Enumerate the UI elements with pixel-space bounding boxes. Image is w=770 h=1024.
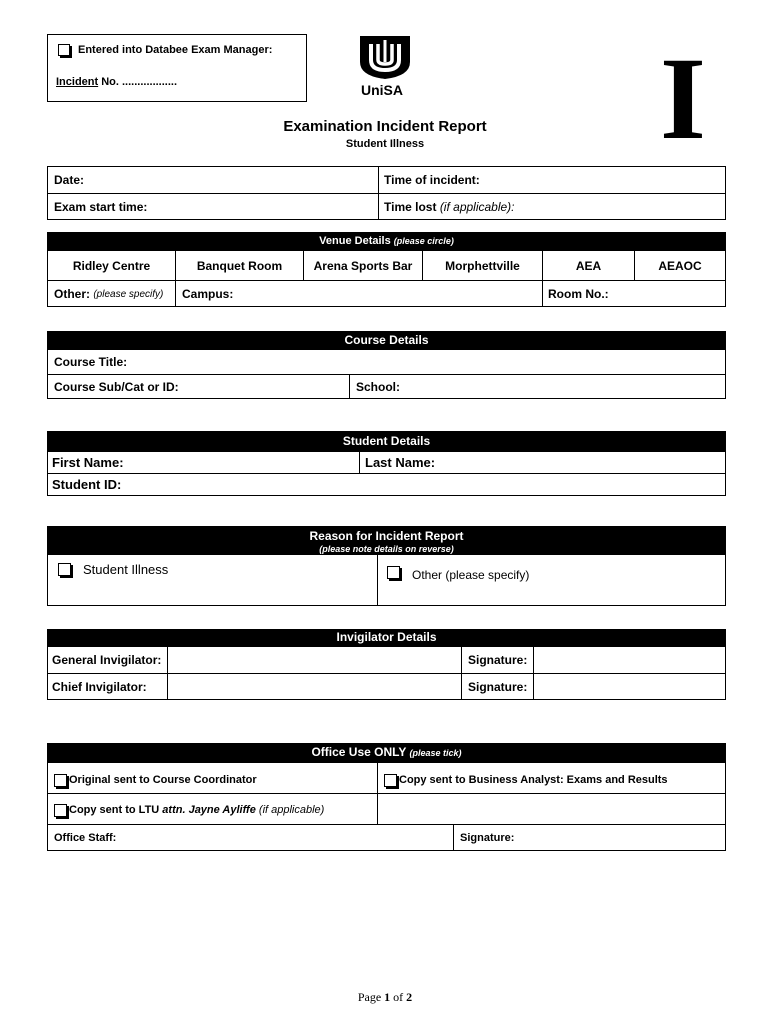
incident-number: Incident No. .................. — [56, 76, 178, 88]
copy-ltu-option[interactable]: Copy sent to LTU attn. Jayne Ayliffe (if applicable) — [54, 797, 324, 823]
entered-label: Entered into Databee Exam Manager: — [78, 44, 273, 56]
last-name-field[interactable]: Last Name: — [365, 455, 436, 470]
general-signature-input[interactable] — [534, 647, 725, 673]
course-subcat-field[interactable]: Course Sub/Cat or ID: — [54, 380, 179, 394]
unisa-logo — [355, 34, 415, 104]
office-header: Office Use ONLY (please tick) — [47, 743, 726, 762]
school-field[interactable]: School: — [356, 380, 400, 394]
general-invigilator-input[interactable] — [168, 647, 461, 673]
venue-option[interactable]: AEA — [575, 258, 602, 273]
entered-box — [47, 34, 307, 102]
logo-text: UniSA — [361, 82, 403, 98]
venue-header: Venue Details (please circle) — [47, 232, 726, 250]
page-subtitle: Student Illness — [345, 138, 425, 150]
page-title: Examination Incident Report — [283, 118, 487, 135]
chief-signature-label: Signature: — [468, 680, 528, 694]
venue-option[interactable]: Arena Sports Bar — [313, 258, 413, 273]
campus-field[interactable]: Campus: — [182, 287, 234, 301]
room-field[interactable]: Room No.: — [548, 287, 609, 301]
date-field[interactable]: Date: — [54, 173, 85, 187]
office-staff-field[interactable]: Office Staff: — [54, 832, 117, 844]
reason-table — [47, 554, 726, 606]
student-table — [47, 451, 726, 496]
copy-business-analyst-option[interactable]: Copy sent to Business Analyst: Exams and Results — [384, 767, 668, 793]
invigilator-header: Invigilator Details — [47, 629, 726, 646]
copy-ltu-checkbox[interactable] — [54, 804, 67, 817]
original-sent-option[interactable]: Original sent to Course Coordinator — [54, 767, 257, 793]
first-name-field[interactable]: First Name: — [52, 455, 124, 470]
copy-business-analyst-checkbox[interactable] — [384, 774, 397, 787]
student-illness-option[interactable]: Student Illness — [58, 562, 168, 577]
student-illness-checkbox[interactable] — [58, 563, 71, 576]
unisa-shield-icon — [355, 34, 415, 80]
chief-signature-input[interactable] — [534, 674, 725, 700]
original-sent-checkbox[interactable] — [54, 774, 67, 787]
course-table — [47, 349, 726, 399]
office-table — [47, 762, 726, 851]
page-number: Page 1 of 2 — [357, 990, 413, 1004]
course-header: Course Details — [47, 331, 726, 349]
office-signature-field[interactable]: Signature: — [460, 832, 515, 844]
other-reason-option[interactable]: Other (please specify) — [387, 562, 529, 582]
invigilator-table — [47, 646, 726, 700]
student-header: Student Details — [47, 431, 726, 451]
chief-invigilator-label: Chief Invigilator: — [52, 680, 147, 694]
date-time-table — [47, 166, 726, 220]
entered-checkbox[interactable] — [58, 44, 70, 56]
chief-invigilator-input[interactable] — [168, 674, 461, 700]
venue-option[interactable]: Banquet Room — [196, 258, 283, 273]
reason-header: Reason for Incident Report (please note details on reverse) — [47, 526, 726, 554]
venue-option[interactable]: Ridley Centre — [72, 258, 151, 273]
general-signature-label: Signature: — [468, 653, 528, 667]
venue-option[interactable]: Morphettville — [445, 258, 520, 273]
exam-start-field[interactable]: Exam start time: — [54, 200, 148, 214]
venue-table — [47, 250, 726, 307]
course-title-field[interactable]: Course Title: — [54, 355, 128, 369]
big-letter: I — [660, 33, 706, 164]
other-venue-field[interactable]: Other: (please specify) — [54, 287, 164, 301]
entered-row — [58, 44, 272, 56]
time-lost-field[interactable]: Time lost (if applicable): — [384, 200, 515, 214]
venue-option[interactable]: AEAOC — [658, 258, 702, 273]
other-reason-checkbox[interactable] — [387, 566, 400, 579]
student-id-field[interactable]: Student ID: — [52, 477, 122, 492]
general-invigilator-label: General Invigilator: — [52, 653, 162, 667]
time-of-incident-field[interactable]: Time of incident: — [384, 173, 480, 187]
